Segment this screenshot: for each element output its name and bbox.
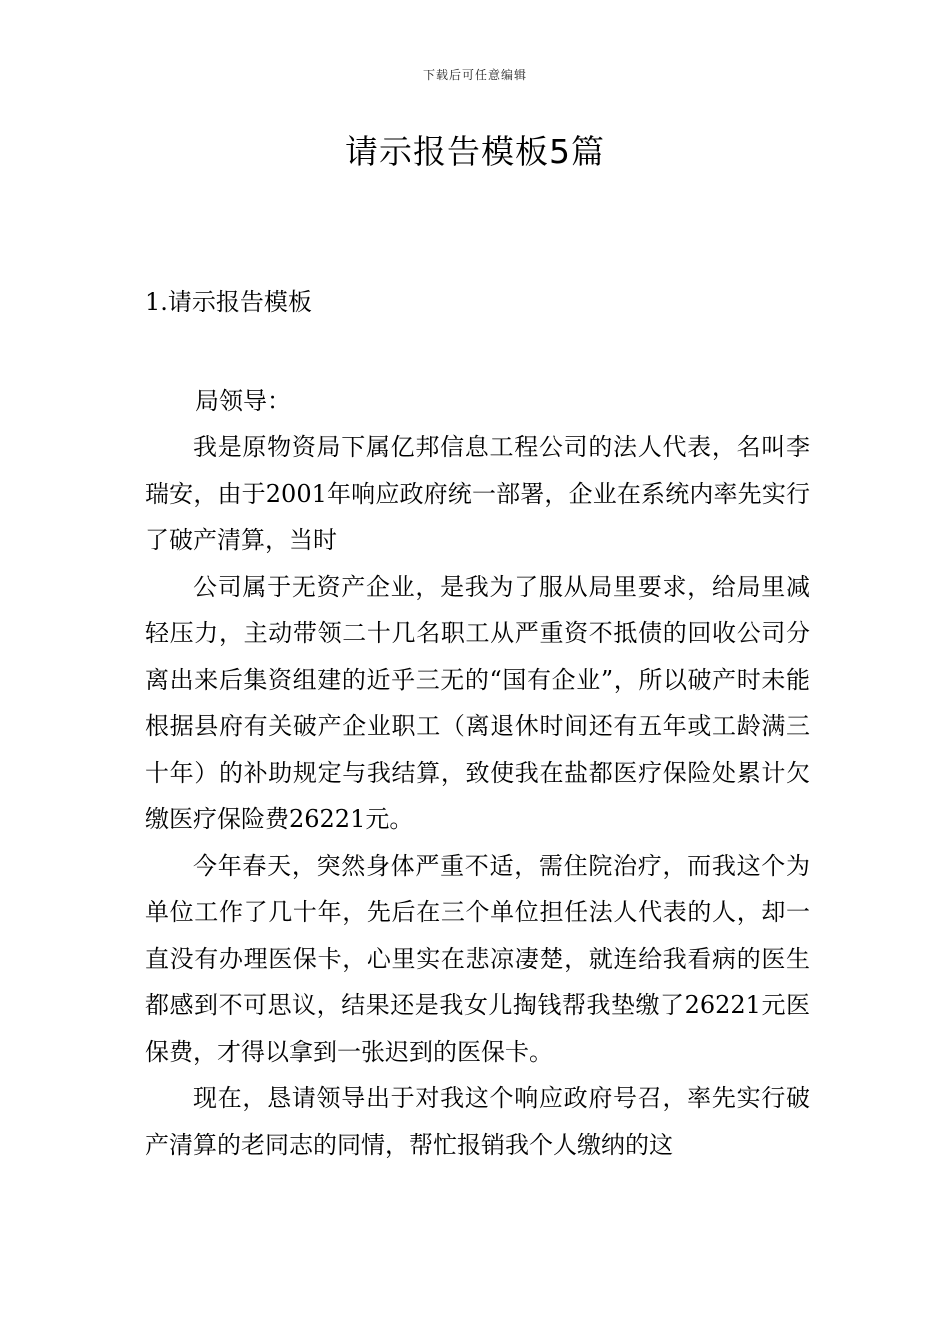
- header-note: 下载后可任意编辑: [422, 68, 527, 82]
- paragraph: 今年春天，突然身体严重不适，需住院治疗，而我这个为单位工作了几十年，先后在三个单位担任法人代表的人，却一直没有办理医保卡，心里实在悲凉凄楚，就连给我看病的医生都感到不可思议，结果还是我女儿掏钱帮我垫缴了26221元医保费，才得以拿到一张迟到的医保卡。: [145, 851, 810, 1066]
- section-heading: 1.请示报告模板: [145, 288, 312, 316]
- paragraph: 公司属于无资产企业，是我为了服从局里要求，给局里减轻压力，主动带领二十几名职工从严重资不抵债的回收公司分离出来后集资组建的近乎三无的“国有企业”，所以破产时未能根据县府有关破产企业职工（离退休时间还有五年或工龄满三十年）的补助规定与我结算，致使我在盐都医疗保险处累计欠缴医疗保险费26221元。: [145, 572, 810, 833]
- salutation: 局领导：: [195, 387, 291, 415]
- letter-body: [145, 424, 810, 1168]
- document-title: 请示报告模板5篇: [345, 132, 605, 171]
- paragraph: 现在，恳请领导出于对我这个响应政府号召，率先实行破产清算的老同志的同情，帮忙报销我个人缴纳的这: [145, 1084, 810, 1159]
- paragraph: 我是原物资局下属亿邦信息工程公司的法人代表，名叫李瑞安，由于2001年响应政府统一部署，企业在系统内率先实行了破产清算，当时: [145, 433, 810, 554]
